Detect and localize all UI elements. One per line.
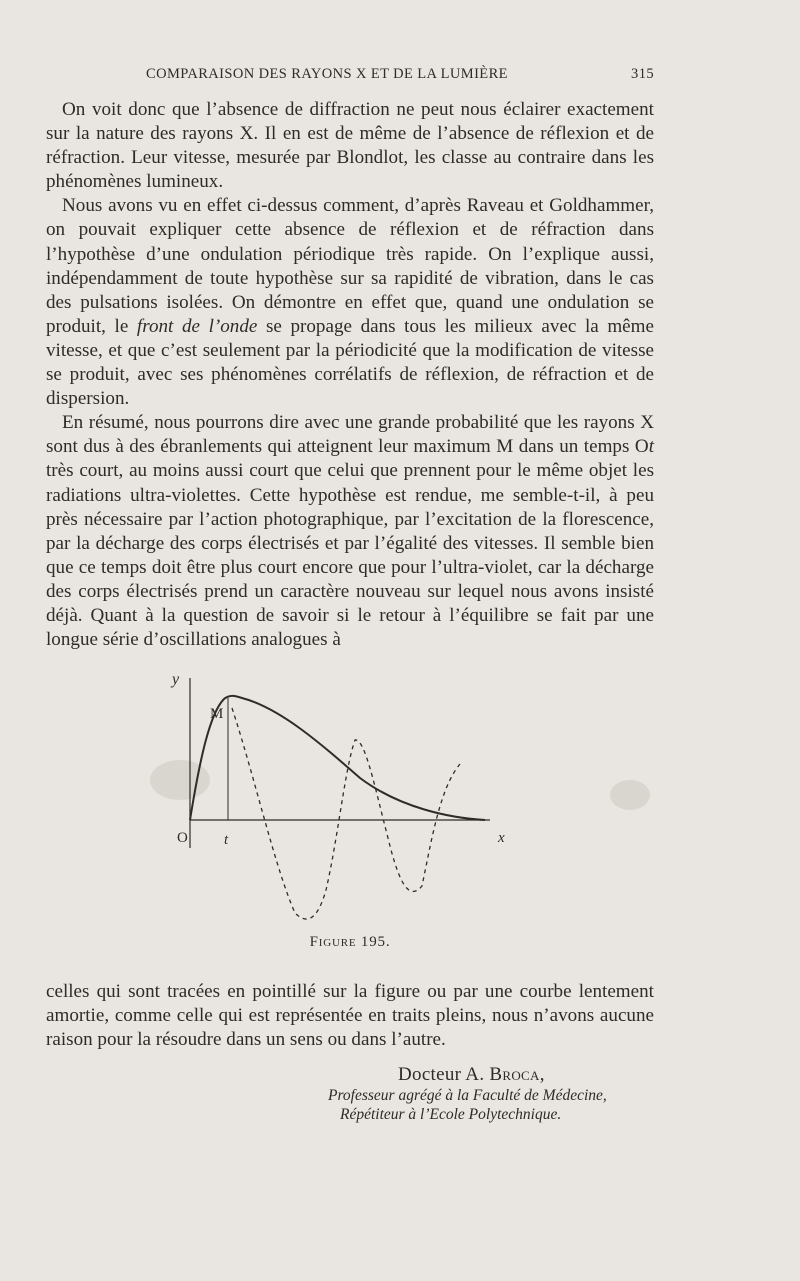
author-surname: Broca [489, 1064, 540, 1085]
running-title: COMPARAISON DES RAYONS X ET DE LA LUMIÈRE [146, 66, 508, 82]
running-head [46, 66, 654, 88]
maximum-label: M [210, 706, 224, 722]
paragraph-text: se propage dans tous les milieux avec la même vitesse, et que c’est seulement par la périodicité que la modification de vitesse se produit, avec ses phénomènes corrélatifs de réflexion, de réfraction et de dispersion. [46, 315, 654, 410]
oscillation-dotted-curve [232, 708, 460, 919]
paper-stain [610, 780, 650, 810]
author-name [328, 1064, 658, 1086]
paragraph [46, 194, 654, 411]
paragraph: On voit donc que l’absence de diffraction ne peut nous éclairer exactement sur la nature des rayons X. Il en est de même de l’absence de réflexion et de réfraction. Leur vitesse, mesurée par Blondlot, les classe au contraire dans les phénomènes lumineux. [46, 99, 654, 193]
signature-block [328, 1064, 658, 1124]
italic-term: t [648, 436, 654, 458]
italic-term: front de l’onde [136, 315, 258, 337]
damped-pulse-curve [190, 696, 485, 820]
paragraph-text: Nous avons vu en effet ci-dessus comment, d’après Raveau et Goldhammer, on pouvait expliquer cette absence de réflexion et de réfraction dans l’hypothèse d’une ondulation périodique très rapide. On l’explique aussi, indépendamment de toute hypothèse sur sa rapidité de vibration, dans le cas des pulsations isolées. On démontre en effet que, quand une ondulation se produit, le [46, 195, 654, 337]
page-number: 315 [631, 66, 654, 82]
body-text [46, 98, 654, 652]
figure-caption: Figure 195. [309, 934, 391, 950]
paragraph-text: En résumé, nous pourrons dire avec une grande probabilité que les rayons X sont dus à des ébranlements qui atteignent leur maximum M dans un temps O [46, 412, 654, 458]
author-name-comma: , [539, 1064, 545, 1085]
figure-195 [160, 668, 540, 958]
x-axis-label: x [498, 830, 505, 846]
author-title: Docteur A. [398, 1064, 490, 1085]
origin-label: O [177, 830, 188, 846]
time-label: t [224, 832, 229, 848]
paragraph [46, 411, 654, 652]
author-affiliation-2: Répétiteur à l’Ecole Polytechnique. [340, 1106, 562, 1123]
y-axis-label: y [172, 671, 180, 688]
author-affiliation-1: Professeur agrégé à la Faculté de Médecine, [328, 1087, 607, 1104]
waveform-diagram [160, 668, 540, 958]
closing-paragraph: celles qui sont tracées en pointillé sur la figure ou par une courbe lentement amortie, comme celle qui est représentée en traits pleins, nous n’avons aucune raison pour la résoudre dans un sens ou dans l’autre. [46, 981, 654, 1051]
paragraph-text: très court, au moins aussi court que celui que prennent pour le même objet les radiations ultra-violettes. Cette hypothèse est rendue, me semble-t-il, à peu près nécessaire par l’action photographique, par l’excitation de la florescence, par la décharge des corps électrisés et par l’égalité des vitesses. Il semble bien que ce temps doit être plus court encore que pour l’ultra-violet, car la décharge des corps électrisés prend un caractère nouveau sur lequel nous avons insisté déjà. Quant à la question de savoir si le retour à l’équilibre se fait par une longue série d’oscillations analogues à [46, 460, 654, 651]
